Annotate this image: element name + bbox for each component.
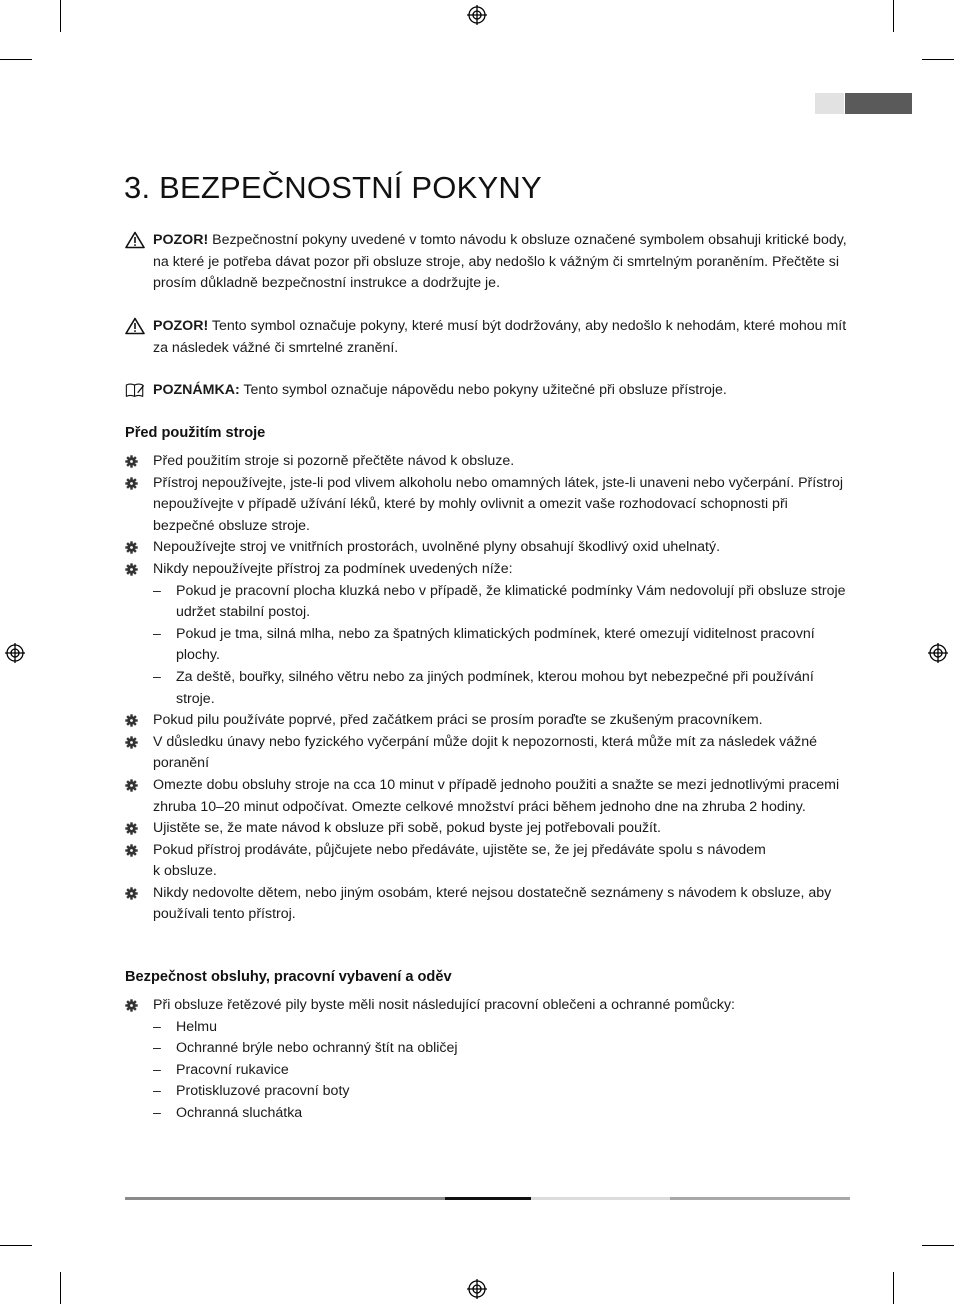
list-item: [125, 775, 850, 818]
warning-triangle-icon: [125, 231, 145, 249]
notice-warning-1: [125, 230, 850, 295]
gear-bullet-icon: [125, 736, 138, 749]
crop-mark: [0, 1245, 32, 1246]
section-heading-safety-equipment: Bezpečnost obsluhy, pracovní vybavení a oděv: [125, 969, 452, 985]
sub-list-item-text: Pracovní rukavice: [176, 1061, 289, 1078]
crop-mark: [893, 1272, 894, 1304]
list-item: [125, 537, 850, 559]
gear-bullet-icon: [125, 887, 138, 900]
crop-mark: [60, 0, 61, 32]
footer-rule: [445, 1197, 531, 1200]
gear-bullet-icon: [125, 822, 138, 835]
sub-list: [153, 581, 850, 711]
gear-bullet-icon: [125, 541, 138, 554]
gear-bullet-icon: [125, 563, 138, 576]
sub-list-item-text: Za deště, bouřky, silného větru nebo za jiných podmínek, kterou mohou byt nebezpečné při používání stroje.: [176, 668, 814, 707]
gear-bullet-icon: [125, 844, 138, 857]
gear-bullet-icon: [125, 779, 138, 792]
list-item-text: Omezte dobu obsluhy stroje na cca 10 minut v případě jednoho použiti a snažte se mezi jednotlivými pracemi zhruba 10–20 minut odpočívat. Omezte celkové množství práci během jednoho dne na zhruba 2 hodiny.: [153, 776, 840, 815]
dash-marker: –: [153, 1104, 161, 1121]
list-item: [125, 451, 850, 473]
crop-mark: [0, 59, 32, 60]
gear-bullet-icon: [125, 714, 138, 727]
list-item: [125, 840, 850, 883]
dash-marker: –: [153, 1083, 161, 1100]
list-item: [125, 559, 850, 710]
notice-label: POZOR!: [153, 232, 209, 248]
bullet-list: [125, 995, 850, 1125]
crop-mark: [922, 1245, 954, 1246]
language-tab-light: [815, 93, 844, 114]
list-item-text: Ujistěte se, že mate návod k obsluze při sobě, pokud byste jej potřebovali použít.: [153, 820, 661, 837]
section-heading-before-use: Před použitím stroje: [125, 425, 266, 441]
notice-text: Tento symbol označuje nápovědu nebo pokyny užitečné při obsluze přístroje.: [239, 382, 727, 398]
list-item: [125, 473, 850, 538]
sub-list-item: [153, 581, 850, 624]
page-title: 3. BEZPEČNOSTNÍ POKYNY: [124, 170, 542, 205]
sub-list-item: [153, 1060, 850, 1082]
list-item: [125, 710, 850, 732]
sub-list-item-text: Ochranná sluchátka: [176, 1104, 303, 1121]
sub-list-item-text: Pokud je pracovní plocha kluzká nebo v případě, že klimatické podmínky Vám nedovolují při obsluze stroje udržet stabilní postoj.: [176, 582, 846, 621]
sub-list-item: [153, 1081, 850, 1103]
section-before-use-list: [125, 451, 850, 926]
sub-list-item: [153, 1038, 850, 1060]
list-item-text: Přístroj nepoužívejte, jste-li pod vlivem alkoholu nebo omamných látek, jste-li unaveni nebo vyčerpání. Přístroj nepoužívejte v případě užívání léků, které by mohly ovlivnit a omezit vaše rozhodovací schopnosti při bezpečné obsluze stroje.: [153, 474, 844, 534]
dash-marker: –: [153, 1018, 161, 1035]
sub-list-item-text: Helmu: [176, 1018, 217, 1035]
list-item: [125, 732, 850, 775]
notice-label: POZNÁMKA:: [153, 382, 240, 398]
registration-mark-icon: [5, 643, 25, 663]
notice-note: [125, 380, 850, 402]
footer-rule: [531, 1197, 670, 1200]
list-item: [125, 883, 850, 926]
list-item: [125, 995, 850, 1125]
list-item-text: Nikdy nepoužívejte přístroj za podmínek uvedených níže:: [153, 560, 513, 577]
language-tab-dark: [845, 93, 912, 114]
list-item-text: Pokud přístroj prodáváte, půjčujete nebo předáváte, ujistěte se, že jej předáváte spolu s návodem k obsluze.: [153, 841, 766, 880]
registration-mark-icon: [467, 5, 487, 25]
dash-marker: –: [153, 668, 161, 685]
sub-list-item-text: Protiskluzové pracovní boty: [176, 1083, 350, 1100]
footer-rule: [125, 1197, 445, 1200]
list-item-text: V důsledku únavy nebo fyzického vyčerpání může dojit k nepozornosti, která může mít za následek vážné poranění: [153, 733, 818, 772]
gear-bullet-icon: [125, 999, 138, 1012]
dash-marker: –: [153, 1061, 161, 1078]
dash-marker: –: [153, 582, 161, 599]
footer-rule: [670, 1197, 850, 1200]
list-item-text: Před použitím stroje si pozorně přečtěte návod k obsluze.: [153, 453, 515, 469]
section-safety-equipment-list: [125, 995, 850, 1125]
gear-bullet-icon: [125, 455, 138, 468]
crop-mark: [922, 59, 954, 60]
sub-list-item: [153, 667, 850, 710]
list-item-text: Pokud pilu používáte poprvé, před začátkem práci se prosím poraďte se zkušeným pracovníkem.: [153, 712, 763, 729]
dash-marker: –: [153, 625, 161, 642]
note-book-icon: [125, 381, 145, 399]
notice-label: POZOR!: [153, 318, 209, 334]
notice-warning-2: [125, 316, 850, 359]
sub-list-item-text: Ochranné brýle nebo ochranný štít na obličej: [176, 1040, 458, 1057]
list-item-text: Nepoužívejte stroj ve vnitřních prostorách, uvolněné plyny obsahují škodlivý oxid uhelnatý.: [153, 539, 721, 556]
sub-list-item: [153, 1103, 850, 1125]
gear-bullet-icon: [125, 477, 138, 490]
warning-triangle-icon: [125, 317, 145, 335]
notice-text: Tento symbol označuje pokyny, které musí být dodržovány, aby nedošlo k nehodám, které mohou mít za následek vážné či smrtelné zranění.: [153, 318, 847, 356]
notice-text: Bezpečnostní pokyny uvedené v tomto návodu k obsluze označené symbolem obsahuji kritické body, na které je potřeba dávat pozor při obsluze stroje, aby nedošlo k vážným či smrtelným poraněním. Přečtěte si prosím důkladně bezpečnostní instrukce a dodržujte je.: [153, 232, 847, 292]
sub-list: [153, 1017, 850, 1125]
crop-mark: [893, 0, 894, 32]
sub-list-item: [153, 1017, 850, 1039]
list-item-text: Při obsluze řetězové pily byste měli nosit následující pracovní oblečeni a ochranné pomůcky:: [153, 997, 735, 1013]
registration-mark-icon: [928, 643, 948, 663]
dash-marker: –: [153, 1040, 161, 1057]
bullet-list: [125, 451, 850, 926]
sub-list-item: [153, 624, 850, 667]
list-item-text: Nikdy nedovolte dětem, nebo jiným osobám, které nejsou dostatečně seznámeny s návodem k obsluze, aby používali tento přístroj.: [153, 884, 832, 923]
crop-mark: [60, 1272, 61, 1304]
list-item: [125, 818, 850, 840]
registration-mark-icon: [467, 1279, 487, 1299]
sub-list-item-text: Pokud je tma, silná mlha, nebo za špatných klimatických podmínek, které omezují viditelnost pracovní plochy.: [176, 625, 815, 664]
